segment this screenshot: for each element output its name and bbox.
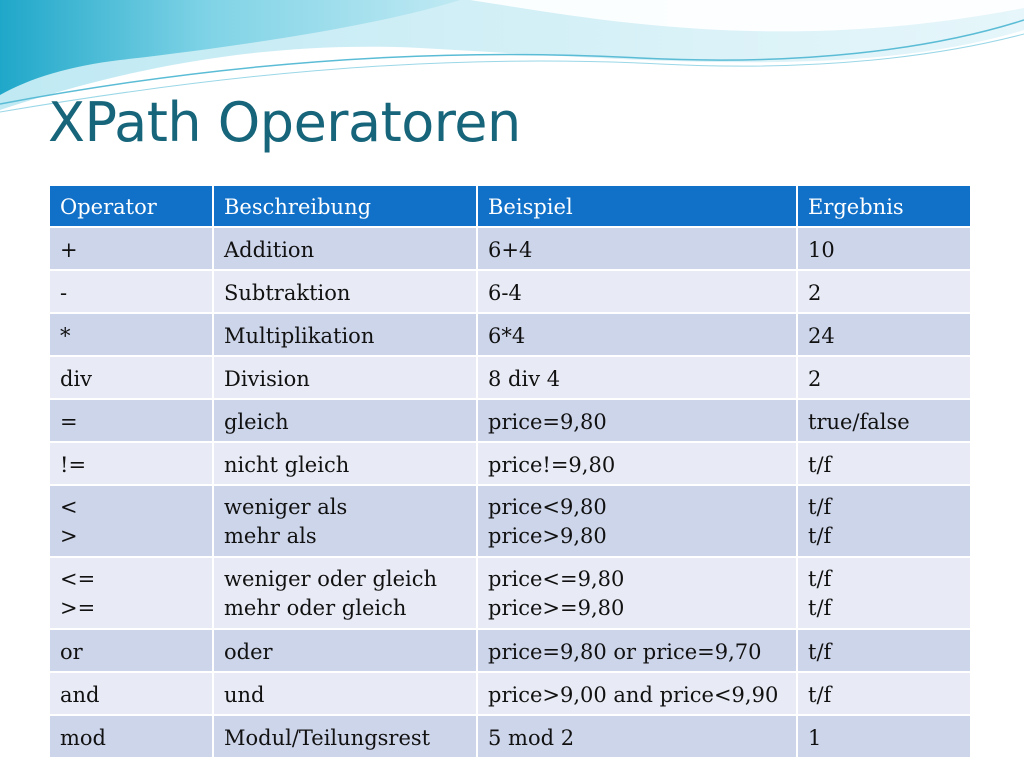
cell-ergebnis: 24 (797, 313, 971, 356)
table-row (49, 356, 971, 399)
table-row (49, 270, 971, 313)
cell-beschreibung: und (213, 672, 477, 715)
cell-ergebnis: t/f (797, 672, 971, 715)
cell-beispiel: 5 mod 2 (477, 715, 797, 758)
cell-operator: mod (49, 715, 213, 758)
cell-ergebnis: 10 (797, 227, 971, 270)
cell-beschreibung: oder (213, 629, 477, 672)
column-header-operator: Operator (49, 185, 213, 227)
table-row (49, 715, 971, 758)
cell-operator: or (49, 629, 213, 672)
cell-beispiel: price!=9,80 (477, 442, 797, 485)
table-row (49, 672, 971, 715)
cell-beispiel: price=9,80 (477, 399, 797, 442)
cell-operator: - (49, 270, 213, 313)
cell-operator: + (49, 227, 213, 270)
cell-beispiel: price=9,80 or price=9,70 (477, 629, 797, 672)
cell-beschreibung: Modul/Teilungsrest (213, 715, 477, 758)
table-row (49, 399, 971, 442)
column-header-beschreibung: Beschreibung (213, 185, 477, 227)
column-header-beispiel: Beispiel (477, 185, 797, 227)
cell-beschreibung: nicht gleich (213, 442, 477, 485)
cell-beschreibung: gleich (213, 399, 477, 442)
table-row (49, 442, 971, 485)
table-header-row (49, 185, 971, 227)
cell-ergebnis: t/f t/f (797, 485, 971, 557)
cell-ergebnis: t/f (797, 629, 971, 672)
cell-beispiel: price>9,00 and price<9,90 (477, 672, 797, 715)
cell-operator: = (49, 399, 213, 442)
cell-operator: div (49, 356, 213, 399)
table-row (49, 485, 971, 557)
cell-beispiel: 6*4 (477, 313, 797, 356)
column-header-ergebnis: Ergebnis (797, 185, 971, 227)
table-row (49, 557, 971, 629)
cell-operator: != (49, 442, 213, 485)
cell-beschreibung: Addition (213, 227, 477, 270)
cell-ergebnis: true/false (797, 399, 971, 442)
cell-ergebnis: 2 (797, 270, 971, 313)
cell-beispiel: 6+4 (477, 227, 797, 270)
cell-beispiel: 8 div 4 (477, 356, 797, 399)
cell-ergebnis: 1 (797, 715, 971, 758)
cell-operator: and (49, 672, 213, 715)
cell-ergebnis: t/f t/f (797, 557, 971, 629)
cell-ergebnis: 2 (797, 356, 971, 399)
cell-beschreibung: Multiplikation (213, 313, 477, 356)
cell-beschreibung: Subtraktion (213, 270, 477, 313)
operators-table (48, 184, 972, 759)
cell-beschreibung: weniger als mehr als (213, 485, 477, 557)
cell-beispiel: 6-4 (477, 270, 797, 313)
table-row (49, 313, 971, 356)
table-row (49, 227, 971, 270)
cell-beispiel: price<=9,80 price>=9,80 (477, 557, 797, 629)
cell-beispiel: price<9,80 price>9,80 (477, 485, 797, 557)
page-title: XPath Operatoren (48, 91, 521, 154)
cell-beschreibung: weniger oder gleich mehr oder gleich (213, 557, 477, 629)
cell-operator: < > (49, 485, 213, 557)
cell-operator: * (49, 313, 213, 356)
table-row (49, 629, 971, 672)
cell-ergebnis: t/f (797, 442, 971, 485)
cell-beschreibung: Division (213, 356, 477, 399)
cell-operator: <= >= (49, 557, 213, 629)
